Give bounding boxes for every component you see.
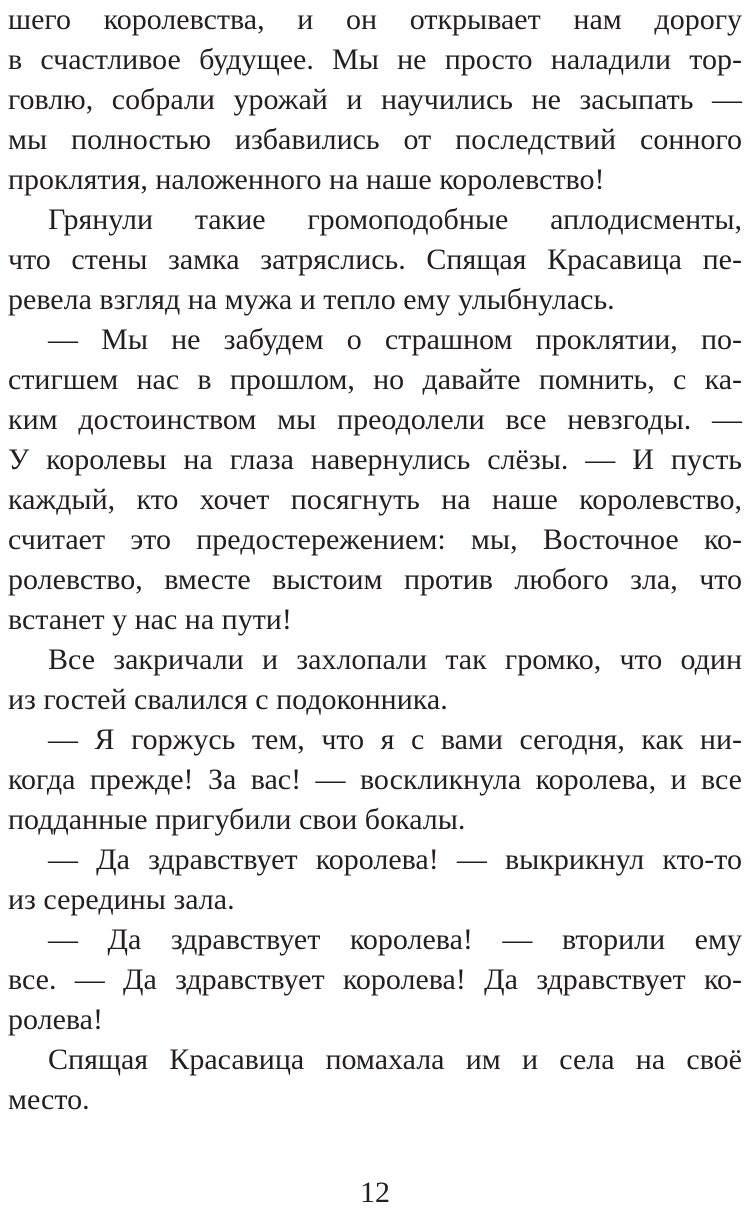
text-line: мы полностью избавились от последствий сонного (8, 123, 742, 156)
text-line: из гостей свалился с подоконника. (8, 683, 448, 716)
paragraph (8, 640, 742, 720)
paragraph (8, 840, 742, 920)
text-line: ким достоинством мы преодолели все невзгоды. — (8, 403, 742, 436)
text-line: — Да здравствует королева! — выкрикнул кто-то (48, 843, 742, 876)
paragraph (8, 720, 742, 840)
text-line: в счастливое будущее. Мы не просто наладили тор- (8, 43, 742, 76)
text-line: Все закричали и захлопали так громко, что один (48, 643, 742, 676)
text-line: место. (8, 1083, 90, 1116)
text-line: встанет у нас на пути! (8, 603, 292, 636)
text-line: когда прежде! За вас! — воскликнула королева, и все (8, 763, 742, 796)
text-line: У королевы на глаза навернулись слёзы. — И пусть (8, 443, 742, 476)
text-line: все. — Да здравствует королева! Да здравствует ко- (8, 963, 742, 996)
text-line: Грянули такие громоподобные аплодисменты, (48, 203, 742, 236)
text-line: — Мы не забудем о страшном проклятии, по- (48, 323, 742, 356)
text-line: — Да здравствует королева! — вторили ему (48, 923, 742, 956)
paragraph (8, 200, 742, 320)
text-line: ревела взгляд на мужа и тепло ему улыбнулась. (8, 283, 615, 316)
text-line: из середины зала. (8, 883, 235, 916)
text-line: Спящая Красавица помахала им и села на своё (48, 1043, 742, 1076)
text-line: проклятия, наложенного на наше королевство! (8, 163, 605, 196)
text-line: говлю, собрали урожай и научились не засыпать — (8, 83, 742, 116)
text-line: считает это предостережением: мы, Восточное ко- (8, 523, 742, 556)
text-line: подданные пригубили свои бокалы. (8, 803, 466, 836)
text-line: каждый, кто хочет посягнуть на наше королевство, (8, 483, 742, 516)
paragraph (8, 320, 742, 640)
paragraph (8, 0, 742, 200)
text-line: что стены замка затряслись. Спящая Красавица пе- (8, 243, 742, 276)
text-line: ролевство, вместе выстоим против любого зла, что (8, 563, 742, 596)
text-line: шего королевства, и он открывает нам дорогу (8, 3, 742, 36)
text-line: стигшем нас в прошлом, но давайте помнить, с ка- (8, 363, 742, 396)
text-line: — Я горжусь тем, что я с вами сегодня, как ни- (48, 723, 742, 756)
paragraph (8, 920, 742, 1040)
text-line: ролева! (8, 1003, 103, 1036)
page-number: 12 (360, 1176, 390, 1209)
page-text (8, 0, 742, 1120)
paragraph (8, 1040, 742, 1120)
